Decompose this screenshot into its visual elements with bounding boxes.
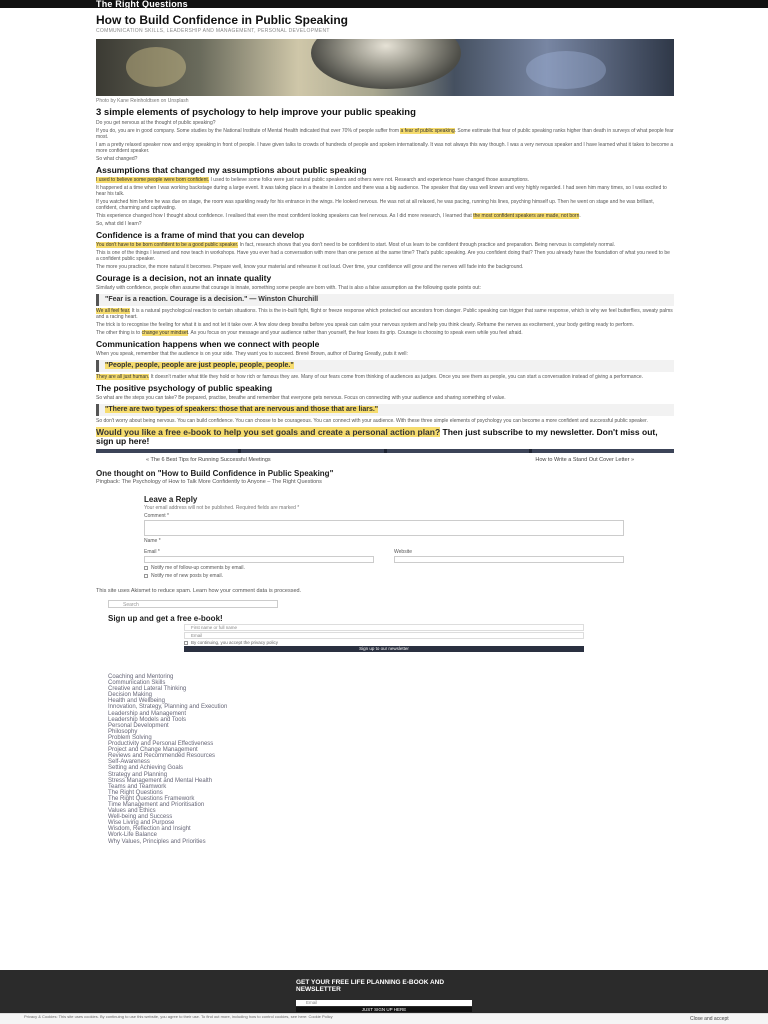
highlight: I used to believe some people were born confident. [96, 176, 210, 183]
website-field[interactable] [394, 556, 624, 563]
category-link[interactable]: Stress Management and Mental Health [108, 777, 213, 784]
category-link[interactable]: Productivity and Personal Effectiveness [108, 741, 214, 748]
paragraph: Similarly with confidence, people often assume that courage is innate, something some people are born with. That is also a false assumption as the following quote points out: [96, 284, 481, 291]
new-posts-option[interactable]: Notify me of new posts by email. [144, 573, 624, 579]
top-bar [0, 0, 768, 8]
article-categories[interactable]: COMMUNICATION SKILLS, LEADERSHIP AND MANAGEMENT, PERSONAL DEVELOPMENT [96, 28, 330, 34]
signup-title: Sign up and get a free e-book! [108, 614, 223, 623]
category-link[interactable]: Reviews and Recommended Resources [108, 753, 216, 760]
section-heading-courage: Courage is a decision, not an innate quality [96, 272, 272, 283]
article-title: How to Build Confidence in Public Speaking [96, 13, 349, 27]
name-label: Name * [144, 538, 161, 544]
category-link[interactable]: The Right Questions Framework [108, 795, 195, 802]
category-link[interactable]: Self-Awareness [108, 759, 150, 766]
footer-signup-button[interactable]: JUST SIGN UP HERE [296, 1007, 472, 1012]
paragraph: This experience changed how I thought about confidence. I realised that even the most confident looking speakers can feel nervous. As I did more research, I learned that the most confident speakers are made, not born. [96, 212, 581, 219]
highlight: We all feel fear. [96, 307, 131, 314]
newsletter-cta[interactable]: Would you like a free e-book to help you set goals and create a personal action plan? Then just subscribe to my newsletter. Don't miss out, sign up here! [96, 426, 658, 446]
paragraph: I used to believe some people were born confident. I used to believe some folks were just natural public speakers and others were not. Research and experience have changed those assumptions. [96, 176, 530, 183]
website-col [394, 547, 624, 563]
section-heading-assumptions: Assumptions that changed my assumptions about public speaking [96, 164, 367, 175]
email-label: Email * [144, 549, 160, 555]
email-field[interactable] [144, 556, 374, 563]
paragraph: So, what did I learn? [96, 220, 142, 227]
akismet-notice: This site uses Akismet to reduce spam. Learn how your comment data is processed. [96, 588, 302, 594]
blockquote-brown: "People, people, people are just people, people, people." [96, 360, 674, 372]
email-website-row [144, 547, 624, 563]
signup-name-field[interactable]: First name or full name [184, 624, 584, 631]
category-link[interactable]: Philosophy [108, 728, 138, 735]
post-navigation [96, 457, 674, 464]
privacy-checkbox[interactable]: By continuing, you accept the privacy policy [184, 640, 674, 645]
category-link[interactable]: Values and Ethics [108, 808, 156, 815]
privacy-box[interactable] [184, 641, 188, 645]
paragraph: So don't worry about being nervous. You can build confidence. You can choose to be courageous. You can connect with your audience. With these three simple elements of psychology you can become a more confident and successful public speaker. [96, 417, 648, 424]
category-link[interactable]: Wisdom, Reflection and Insight [108, 826, 191, 833]
category-link[interactable]: Time Management and Prioritisation [108, 801, 205, 808]
search-input[interactable]: Search [108, 600, 278, 608]
category-link[interactable]: Problem Solving [108, 734, 152, 741]
highlight: the most confident speakers are made, not born [473, 212, 580, 219]
paragraph: The other thing is to change your mindset. As you focus on your message and your audience rather than yourself, the fear loses its grip. Courage is choosing to speak even while you feel afraid. [96, 329, 523, 336]
category-link[interactable]: Teams and Teamwork [108, 783, 167, 790]
category-link[interactable]: Strategy and Planning [108, 771, 168, 778]
article-page [96, 14, 674, 845]
previous-post-link[interactable]: « The 6 Best Tips for Running Successful Meetings [146, 456, 271, 463]
cookie-banner [0, 1013, 768, 1024]
article-subtitle: 3 simple elements of psychology to help improve your public speaking [96, 107, 416, 118]
paragraph: They are all just human. It doesn't matter what title they hold or how rich or famous they are. Many of our fears come from thinking of audiences as judges. Once you see them as people, you can start a conversation instead of giving a performance. [96, 373, 644, 380]
hero-image [96, 39, 674, 96]
category-link[interactable]: Wise Living and Purpose [108, 820, 175, 827]
paragraph: We all feel fear. It is a natural psychological reaction to certain situations. This is the in-built fight, flight or freeze response which protected our ancestors from danger. Public speaking can trigger that same response, which is why we feel butterflies, sweaty palms and a racing heart. [96, 307, 673, 320]
category-link[interactable]: Leadership and Management [108, 710, 187, 717]
category-link[interactable]: Coaching and Mentoring [108, 674, 174, 680]
next-post-link[interactable]: How to Write a Stand Out Cover Letter » [535, 456, 634, 463]
pingback-link[interactable]: Pingback: The Psychology of How to Talk More Confidently to Anyone – The Right Questions [96, 479, 322, 485]
paragraph: So what changed? [96, 155, 138, 162]
share-button[interactable] [96, 449, 238, 453]
category-link[interactable]: Why Values, Principles and Priorities [108, 838, 206, 845]
category-link[interactable]: The Right Questions [108, 789, 163, 796]
footer-title: GET YOUR FREE LIFE PLANNING E-BOOK AND NEWSLETTER [296, 979, 445, 993]
paragraph: If you watched him before he was due on stage, the room was sparkling ready for his entrance in the wings. He looked nervous. He was not at all relaxed, he was pacing, running his lines, psyching himself up. Then he went on stage and he was brilliant, confident, charming and captivating. [96, 198, 655, 211]
highlight: a fear of public speaking [400, 127, 455, 134]
posts-checkbox[interactable] [144, 574, 148, 578]
category-link[interactable]: Personal Development [108, 722, 169, 729]
paragraph: When you speak, remember that the audience is on your side. They want you to succeed. Brené Brown, author of Daring Greatly, puts it well: [96, 350, 408, 357]
reply-note: Your email address will not be published. Required fields are marked * [144, 505, 300, 511]
category-link[interactable]: Innovation, Strategy, Planning and Execution [108, 704, 228, 711]
comment-textarea[interactable] [144, 520, 624, 536]
category-link[interactable]: Setting and Achieving Goals [108, 765, 184, 772]
follow-checkbox[interactable] [144, 566, 148, 570]
hero-bokeh-right [526, 51, 606, 89]
share-buttons-bar [96, 449, 674, 453]
category-link[interactable]: Work-Life Balance [108, 832, 157, 839]
paragraph: If you do, you are in good company. Some studies by the National Institute of Mental Health indicated that over 70% of people suffer from a fear of public speaking. Some estimate that fear of public speaking ranks higher than death in surveys of what people fear most. [96, 127, 674, 140]
hero-bokeh-left [126, 47, 186, 87]
category-link[interactable]: Decision Making [108, 692, 153, 699]
paragraph: I am a pretty relaxed speaker now and enjoy speaking in front of people. I have given talks to crowds of hundreds of people and spoken internationally. It was not always this way though. I was a very nervous speaker and I have learned what it takes to become a more confident speaker. [96, 141, 674, 154]
categories-list [108, 674, 674, 845]
category-link[interactable]: Communication Skills [108, 680, 166, 687]
comment-label: Comment * [144, 513, 170, 519]
section-heading-positive: The positive psychology of public speaking [96, 382, 273, 393]
cookie-text: Privacy & Cookies: This site uses cookies. By continuing to use this website, you agree to their use. To find out more, including how to control cookies, see here: Cookie Policy [24, 1014, 333, 1019]
section-heading-connect: Communication happens when we connect with people [96, 338, 320, 349]
paragraph: The trick is to recognise the feeling for what it is and not let it take over. A few slow deep breaths before you speak can calm your nervous system and help you think clearly. Reframe the nerves as excitement, your body getting ready to perform. [96, 321, 634, 328]
comments-title: One thought on "How to Build Confidence in Public Speaking" [96, 469, 334, 478]
share-button[interactable] [387, 449, 529, 453]
category-link[interactable]: Creative and Lateral Thinking [108, 686, 187, 693]
highlight: change your mindset [141, 329, 189, 336]
intro-question: Do you get nervous at the thought of public speaking? [96, 119, 216, 126]
section-heading-frame-of-mind: Confidence is a frame of mind that you can develop [96, 229, 305, 240]
share-button[interactable] [532, 449, 674, 453]
highlight: You don't have to be born confident to be a good public speaker. [96, 241, 239, 248]
paragraph: This is one of the things I learned and now teach in workshops. Have you ever had a conversation with more than one person at the same time? That's public speaking. Are you confident doing that? Then you already have the foundation of what you need to be a confident public speaker. [96, 249, 670, 262]
category-link[interactable]: Project and Change Management [108, 747, 198, 754]
sidebar-signup [108, 614, 674, 652]
reply-title: Leave a Reply [144, 495, 198, 504]
email-col [144, 547, 374, 563]
footer-email-input[interactable]: Email [296, 1000, 472, 1006]
website-label: Website [394, 549, 412, 555]
microphone-image [311, 39, 461, 89]
photo-caption: Photo by Kane Reinholdtsen on Unsplash [96, 98, 189, 104]
blockquote-churchill: "Fear is a reaction. Courage is a decision." — Winston Churchill [96, 294, 674, 306]
category-link[interactable]: Well-being and Success [108, 814, 173, 821]
signup-button[interactable]: Sign up to our newsletter [184, 646, 584, 652]
category-link[interactable]: Leadership Models and Tools [108, 716, 186, 723]
cookie-accept-button[interactable]: Close and accept [690, 1016, 729, 1022]
reply-form [144, 495, 624, 579]
paragraph: So what are the steps you can take? Be prepared, practise, breathe and remember that everyone gets nervous. Focus on connecting with your audience and sharing something of value. [96, 394, 506, 401]
highlight: They are all just human. [96, 373, 150, 380]
follow-comments-option[interactable]: Notify me of follow-up comments by email. [144, 565, 624, 571]
paragraph: It happened at a time when I was working backstage during a large event. It was taking place in a theatre in London and there was a big audience. The speaker that day was well known and very highly regarded. I had seen him many times, so I was excited to hear his talk. [96, 184, 667, 197]
category-link[interactable]: Health and Wellbeing [108, 698, 165, 705]
blockquote-speakers: "There are two types of speakers: those that are nervous and those that are liars." [96, 404, 674, 416]
paragraph: You don't have to be born confident to be a good public speaker. In fact, research shows that you don't need to be confident to start. Most of us learn to be confident through practice and preparation. Being nervous is completely normal. [96, 241, 616, 248]
signup-email-field[interactable]: Email [184, 632, 584, 639]
site-brand-link[interactable]: The Right Questions [96, 0, 188, 9]
paragraph: The more you practice, the more natural it becomes. Prepare well, know your material and rehearse it out loud. Over time, your confidence will grow and the nerves will fade into the background. [96, 263, 524, 270]
share-button[interactable] [241, 449, 383, 453]
